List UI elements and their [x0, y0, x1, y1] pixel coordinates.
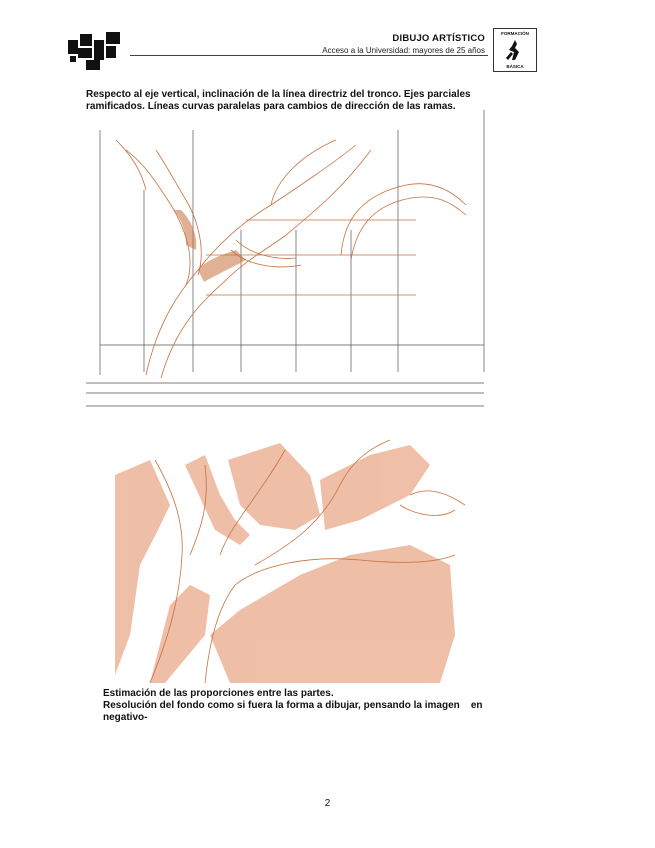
university-logo-icon — [66, 30, 124, 72]
caption-top-line: ramificados. Líneas curvas paralelas para cambios de dirección de las ramas. — [86, 101, 456, 112]
badge-figure-icon — [503, 38, 527, 62]
formacion-basica-logo — [493, 28, 537, 72]
caption-bottom — [103, 688, 503, 724]
caption-top-line: Respecto al eje vertical, inclinación de la línea directriz del tronco. Ejes parciales — [86, 89, 471, 100]
negative-space-sketch — [110, 435, 472, 683]
badge-bottom-text: BÁSICA — [506, 64, 524, 69]
caption-bottom-line: Estimación de las proporciones entre las partes. — [103, 688, 334, 699]
tree-grid-sketch — [86, 110, 490, 410]
header-subtitle: Acceso a la Universidad: mayores de 25 años — [322, 46, 485, 55]
badge-top-text: FORMACIÓN — [501, 31, 529, 36]
caption-bottom-line: negativo- — [103, 712, 148, 723]
document-header — [322, 33, 485, 55]
page-number: 2 — [324, 798, 331, 809]
header-title: DIBUJO ARTÍSTICO — [392, 33, 485, 44]
header-divider — [130, 55, 488, 56]
caption-bottom-line: Resolución del fondo como si fuera la forma a dibujar, pensando la imagen en — [103, 700, 483, 711]
